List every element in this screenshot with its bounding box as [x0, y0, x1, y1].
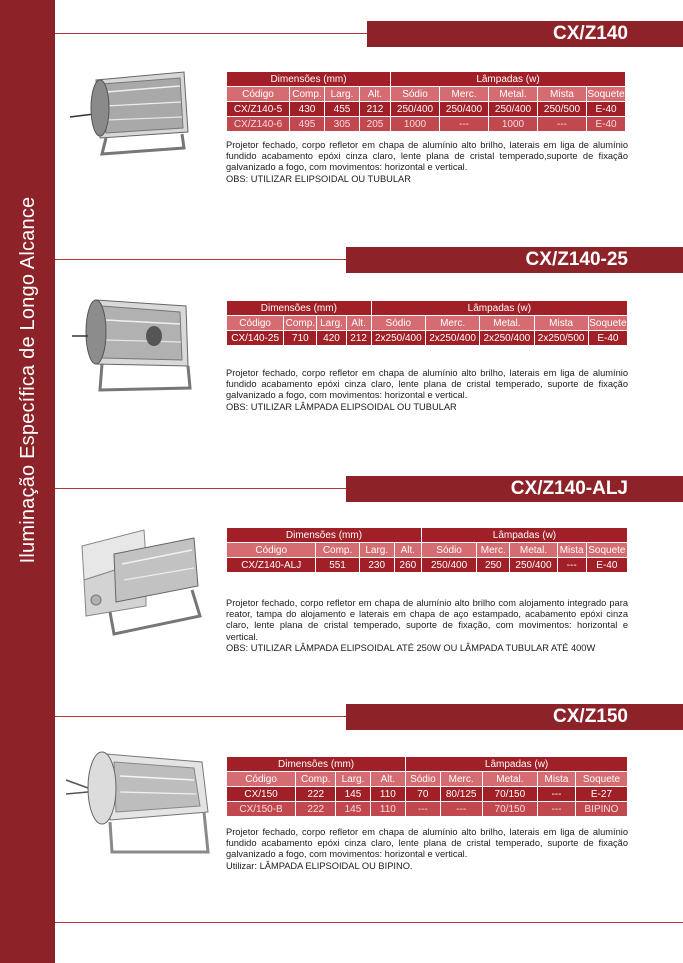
description-text: Projetor fechado, corpo refletor em chapa de alumínio alto brilho, laterais em liga de alumínio fundido acabamento epóxi cinza claro, lente plana de cristal temperado, suporte de fixação galvanizado a fogo, com movimentos: horizontal e vertical.	[226, 368, 628, 401]
column-header: Código	[227, 543, 316, 558]
table-cell: 70/150	[482, 802, 537, 817]
table-cell: ---	[406, 802, 440, 817]
table-header-dimensions: Dimensões (mm)	[227, 301, 372, 316]
table-cell: E-27	[575, 787, 627, 802]
column-header: Merc.	[440, 87, 489, 102]
table-cell: 250/400	[489, 102, 538, 117]
column-header: Metal.	[480, 316, 534, 331]
table-cell: 260	[394, 558, 421, 573]
table-cell: E-40	[586, 558, 627, 573]
table-cell: 70	[406, 787, 440, 802]
table-cell: 2x250/400	[371, 331, 425, 346]
floodlight-image	[62, 748, 214, 862]
table-cell: ---	[538, 117, 587, 132]
section-divider	[55, 922, 683, 923]
table-cell: CX/Z140-ALJ	[227, 558, 316, 573]
product-title: CX/Z140-25	[346, 247, 683, 273]
column-header: Comp.	[290, 87, 325, 102]
table-row	[227, 787, 628, 802]
table-row	[227, 117, 626, 132]
floodlight-image	[74, 520, 204, 640]
table-cell: 1000	[489, 117, 538, 132]
table-cell: 222	[296, 787, 336, 802]
column-header: Soquete	[588, 544, 626, 556]
table-cell: 710	[284, 331, 317, 346]
table-header-dimensions: Dimensões (mm)	[227, 72, 391, 87]
column-header: Comp.	[316, 543, 359, 558]
column-header: Mista	[537, 772, 575, 787]
floodlight-image	[66, 290, 196, 394]
table-cell: 230	[359, 558, 394, 573]
column-header: Soquete	[589, 317, 627, 329]
obs-text: OBS: UTILIZAR LÂMPADA ELIPSOIDAL OU TUBULAR	[226, 401, 457, 412]
column-header: Larg.	[317, 316, 346, 331]
table-cell: 145	[336, 787, 370, 802]
table-cell: 430	[290, 102, 325, 117]
description-text: Projetor fechado, corpo refletor em chapa de alumínio alto brilho com alojamento integrado para reator, tampa do alojamento e laterais em chapa de aço estampado, acabamento epóxi cinza claro, lente plana de cristal temperado, suporte de fixação, com movimentos: horizontal e vertical.	[226, 598, 628, 642]
column-header: Alt.	[346, 316, 371, 331]
sidebar-title: Iluminação Específica de Longo Alcance	[17, 196, 39, 564]
table-header-lamps: Lâmpadas (w)	[421, 528, 627, 543]
column-header: Alt.	[394, 543, 421, 558]
column-header: Código	[227, 316, 284, 331]
table-cell: E-40	[588, 331, 627, 346]
column-header: Mista	[534, 316, 588, 331]
product-description	[226, 598, 628, 654]
column-header: Comp.	[296, 772, 336, 787]
column-header: Sódio	[421, 543, 476, 558]
column-header: Mista	[557, 543, 586, 558]
column-header: Sódio	[406, 772, 440, 787]
table-cell: 551	[316, 558, 359, 573]
spec-table	[226, 300, 628, 346]
product-title: CX/Z150	[346, 704, 683, 730]
table-cell: 2x250/400	[480, 331, 534, 346]
column-header: Larg.	[325, 87, 360, 102]
table-row	[227, 558, 628, 573]
table-cell: 70/150	[482, 787, 537, 802]
table-row	[227, 331, 628, 346]
table-cell: 250/400	[421, 558, 476, 573]
floodlight-image	[66, 62, 196, 160]
table-cell: 250	[477, 558, 510, 573]
column-header: Metal.	[482, 772, 537, 787]
table-header-lamps: Lâmpadas (w)	[406, 757, 628, 772]
product-title: CX/Z140	[367, 21, 683, 47]
column-header: Soquete	[587, 88, 625, 100]
spec-table	[226, 527, 628, 573]
obs-text: OBS: UTILIZAR LÂMPADA ELIPSOIDAL ATÉ 250W OU LÂMPADA TUBULAR ATÉ 400W	[226, 642, 596, 653]
table-row	[227, 102, 626, 117]
column-header: Alt.	[370, 772, 406, 787]
column-header: Código	[227, 772, 296, 787]
product-description	[226, 140, 628, 185]
table-header-dimensions: Dimensões (mm)	[227, 757, 406, 772]
table-cell: 110	[370, 787, 406, 802]
spec-table	[226, 756, 628, 817]
table-cell: 212	[360, 102, 391, 117]
column-header: Mista	[538, 87, 587, 102]
table-cell: 250/400	[510, 558, 557, 573]
table-cell: 2x250/400	[425, 331, 479, 346]
spec-table	[226, 71, 626, 132]
table-cell: 455	[325, 102, 360, 117]
obs-text: OBS: UTILIZAR ELIPSOIDAL OU TUBULAR	[226, 173, 411, 184]
table-cell: CX/Z140-6	[227, 117, 290, 132]
column-header: Merc.	[477, 543, 510, 558]
column-header: Sódio	[391, 87, 440, 102]
column-header: Comp.	[285, 317, 316, 329]
column-header: Larg.	[336, 772, 370, 787]
column-header: Merc.	[440, 772, 482, 787]
table-cell: CX/150	[227, 787, 296, 802]
table-cell: 80/125	[440, 787, 482, 802]
table-cell: BIPINO	[575, 802, 627, 817]
column-header: Metal.	[489, 87, 538, 102]
column-header: Metal.	[510, 543, 557, 558]
table-cell: CX/Z140-5	[227, 102, 290, 117]
table-cell: CX/150-B	[227, 802, 296, 817]
column-header: Código	[227, 87, 290, 102]
table-cell: 305	[325, 117, 360, 132]
column-header: Alt.	[360, 87, 391, 102]
product-title: CX/Z140-ALJ	[346, 476, 683, 502]
description-text: Projetor fechado, corpo refletor em chapa de alumínio alto brilho, laterais em liga de alumínio fundido acabamento epóxi cinza claro, lente plana de cristal temperado,suporte de fixação galvanizado a fogo, com movimentos: horizontal e vertical.	[226, 140, 628, 173]
table-cell: ---	[440, 802, 482, 817]
product-description	[226, 368, 628, 413]
table-header-lamps: Lâmpadas (w)	[391, 72, 626, 87]
sidebar	[0, 0, 55, 963]
column-header: Sódio	[371, 316, 425, 331]
table-cell: 250/400	[391, 102, 440, 117]
table-cell: 110	[370, 802, 406, 817]
table-cell: 495	[290, 117, 325, 132]
column-header: Soquete	[575, 772, 627, 787]
table-cell: 2x250/500	[534, 331, 588, 346]
table-header-lamps: Lâmpadas (w)	[371, 301, 627, 316]
table-cell: 222	[296, 802, 336, 817]
table-cell: 250/400	[440, 102, 489, 117]
table-cell: E-40	[587, 102, 626, 117]
table-cell: E-40	[587, 117, 626, 132]
table-header-dimensions: Dimensões (mm)	[227, 528, 422, 543]
product-description	[226, 827, 628, 872]
table-cell: 145	[336, 802, 370, 817]
table-cell: 420	[317, 331, 346, 346]
table-cell: ---	[537, 787, 575, 802]
table-cell: 205	[360, 117, 391, 132]
table-cell: CX/140-25	[227, 331, 284, 346]
table-cell: ---	[557, 558, 586, 573]
table-row	[227, 802, 628, 817]
table-cell: ---	[440, 117, 489, 132]
column-header: Larg.	[359, 543, 394, 558]
table-cell: 212	[346, 331, 371, 346]
table-cell: 1000	[391, 117, 440, 132]
table-cell: 250/500	[538, 102, 587, 117]
column-header: Merc.	[425, 316, 479, 331]
obs-text: Utilizar: LÂMPADA ELIPSOIDAL OU BIPINO.	[226, 860, 413, 871]
table-cell: ---	[537, 802, 575, 817]
description-text: Projetor fechado, corpo refletor em chapa de alumínio alto brilho, laterais em liga de alumínio fundido acabamento epóxi cinza claro, lente plana de cristal temperado, suporte de fixação galvanizado a fogo, com movimentos: horizontal e vertical.	[226, 827, 628, 860]
